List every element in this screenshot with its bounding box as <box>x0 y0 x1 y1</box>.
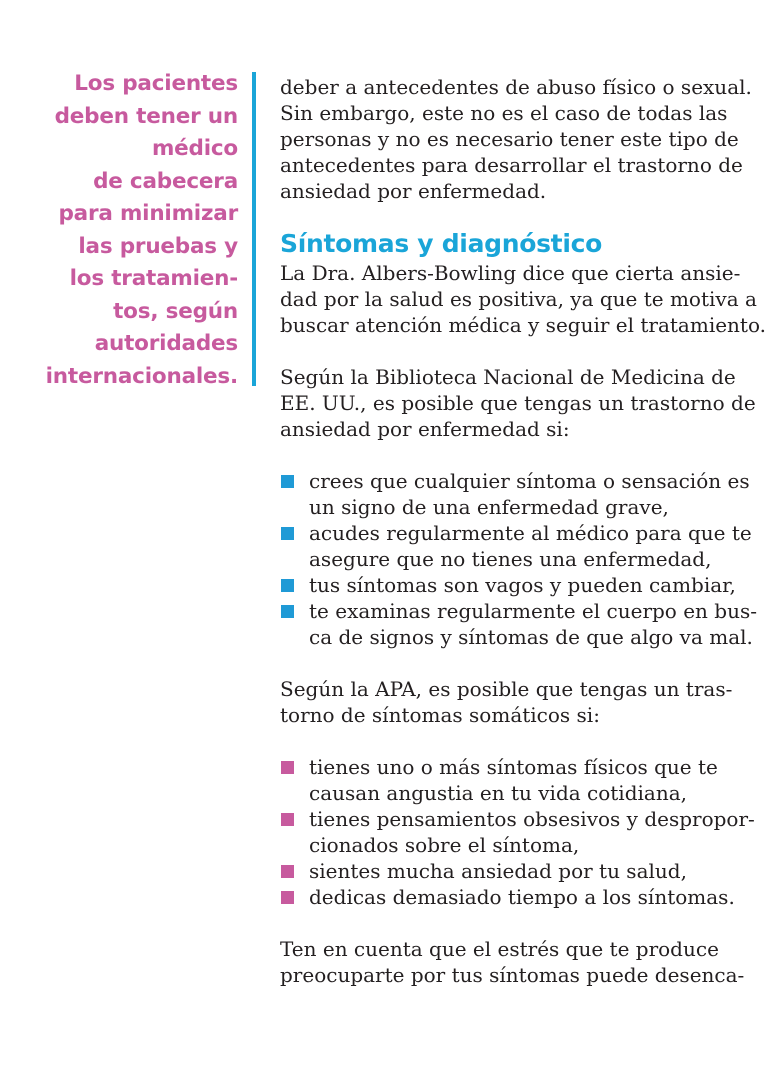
text-line: dedicas demasiado tiempo a los síntomas. <box>309 885 735 909</box>
text-line: sientes mucha ansiedad por tu salud, <box>309 859 687 883</box>
text-line: antecedentes para desarrollar el trastorno de <box>280 153 743 177</box>
square-bullet-icon <box>281 605 294 618</box>
text-line: acudes regularmente al médico para que te <box>309 521 752 545</box>
pull-quote-line: de cabecera <box>93 168 238 194</box>
text-line: tienes pensamientos obsesivos y despropor- <box>309 807 755 831</box>
text-line: Según la APA, es posible que tengas un tras- <box>280 677 733 701</box>
paragraph-1 <box>280 260 767 338</box>
intro-paragraph <box>280 74 752 204</box>
square-bullet-icon <box>281 579 294 592</box>
text-line: buscar atención médica y seguir el tratamiento. <box>280 313 767 337</box>
text-line: asegure que no tienes una enfermedad, <box>309 547 712 571</box>
pull-quote-line: médico <box>151 136 238 161</box>
pull-quote-line: autoridades <box>94 331 238 356</box>
pull-quote-line: tos, según <box>113 298 238 324</box>
section-heading: Síntomas y diagnóstico <box>280 229 603 258</box>
article-body <box>280 74 767 988</box>
text-line: cionados sobre el síntoma, <box>309 833 580 857</box>
text-line: dad por la salud es positiva, ya que te motiva a <box>280 287 757 311</box>
pull-quote-line: internacionales. <box>45 363 238 389</box>
pull-quote-line: para minimizar <box>58 201 238 226</box>
square-bullet-icon <box>281 761 294 774</box>
text-line: Ten en cuenta que el estrés que te produce <box>280 937 719 961</box>
list-item <box>280 754 740 806</box>
square-bullet-icon <box>281 475 294 488</box>
pull-quote <box>40 68 238 393</box>
square-bullet-icon <box>281 865 294 878</box>
pull-quote-line: Los pacientes <box>74 71 238 96</box>
square-bullet-icon <box>281 891 294 904</box>
text-line: te examinas regularmente el cuerpo en bus- <box>309 599 757 623</box>
illness-anxiety-criteria-list <box>280 468 757 650</box>
text-line: ansiedad por enfermedad si: <box>280 417 570 441</box>
list-item <box>280 598 757 650</box>
list-item <box>280 468 750 520</box>
pull-quote-line: las pruebas y <box>78 233 238 259</box>
text-line: ca de signos y síntomas de que algo va mal. <box>309 625 753 649</box>
text-line: La Dra. Albers-Bowling dice que cierta ansie- <box>280 261 741 285</box>
paragraph-3 <box>280 676 740 728</box>
text-line: crees que cualquier síntoma o sensación es <box>309 469 750 493</box>
text-line: EE. UU., es posible que tengas un trastorno de <box>280 391 756 415</box>
list-item <box>280 884 740 910</box>
text-line: Sin embargo, este no es el caso de todas las <box>280 101 728 125</box>
pull-quote-line: deben tener un <box>54 103 238 129</box>
text-line: causan angustia en tu vida cotidiana, <box>309 781 687 805</box>
pull-quote-divider <box>252 72 256 386</box>
text-line: Según la Biblioteca Nacional de Medicina de <box>280 365 736 389</box>
text-line: preocuparte por tus síntomas puede desenca- <box>280 963 745 987</box>
paragraph-4 <box>280 936 745 988</box>
list-item <box>280 858 740 884</box>
pull-quote-line: los tratamien- <box>69 266 238 291</box>
square-bullet-icon <box>281 527 294 540</box>
square-bullet-icon <box>281 813 294 826</box>
somatic-symptom-criteria-list <box>280 754 755 910</box>
text-line: torno de síntomas somáticos si: <box>280 703 600 727</box>
list-item <box>280 520 752 572</box>
text-line: personas y no es necesario tener este tipo de <box>280 127 739 151</box>
text-line: un signo de una enfermedad grave, <box>309 495 669 519</box>
text-line: tus síntomas son vagos y pueden cambiar, <box>309 573 736 597</box>
list-item <box>280 806 755 858</box>
list-item <box>280 572 740 598</box>
text-line: deber a antecedentes de abuso físico o sexual. <box>280 75 752 99</box>
paragraph-2 <box>280 364 756 442</box>
text-line: tienes uno o más síntomas físicos que te <box>309 755 718 779</box>
text-line: ansiedad por enfermedad. <box>280 179 547 203</box>
